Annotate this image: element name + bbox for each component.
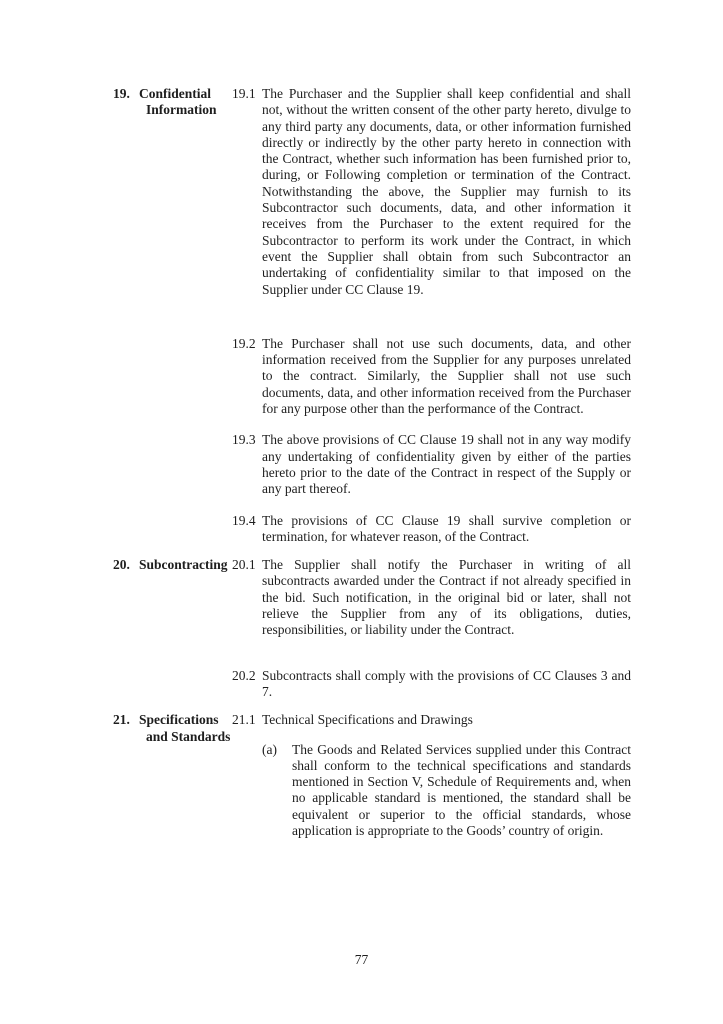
clause-21-label xyxy=(113,712,232,745)
clause-20-subcontracting xyxy=(113,557,631,712)
subclause-19-1-number: 19.1 xyxy=(232,86,256,101)
subclause-19-1-text: The Purchaser and the Supplier shall keep confidential and shall not, without the written consent of the other party hereto, divulge to any third party any documents, data, or other information furnished directly or indirectly by the other party hereto in connection with the Contract, whether such information has been furnished prior to, during, or Following completion or termination of the Contract. Notwithstanding the above, the Supplier may furnish to its Subcontractor such documents, data, and other information it receives from the Purchaser to the extent required for the Subcontractor to perform its work under the Contract, in which event the Supplier shall obtain from such Subcontractor an undertaking of confidentiality similar to that imposed on the Supplier under CC Clause 19. xyxy=(262,86,631,297)
subclause-19-4-number: 19.4 xyxy=(232,512,256,528)
subclause-19-3-number: 19.3 xyxy=(232,432,256,448)
clause-19-label xyxy=(113,86,232,119)
subclause-19-4-body xyxy=(262,513,631,546)
subclause-20-2-body xyxy=(262,668,631,701)
clause-20-number: 20. xyxy=(113,557,130,573)
subclause-20-2-number: 20.2 xyxy=(232,667,256,683)
subclause-20-1 xyxy=(232,557,631,638)
clause-19-title-line1: Confidential xyxy=(139,86,212,101)
clause-19-label-row xyxy=(113,86,232,102)
subclause-19-4-text: The provisions of CC Clause 19 shall survive completion or termination, for whatever reason, of the Contract. xyxy=(262,512,631,544)
clause-21-body xyxy=(232,712,631,854)
subclause-19-1-body xyxy=(262,86,631,298)
subclause-20-2 xyxy=(232,668,631,701)
page-footer xyxy=(0,952,723,968)
subclause-19-2 xyxy=(232,336,631,417)
subclause-21-1-a-marker: (a) xyxy=(262,741,277,757)
subclause-21-1-number: 21.1 xyxy=(232,712,256,728)
subclause-19-2-number: 19.2 xyxy=(232,335,256,351)
subclause-20-1-number: 20.1 xyxy=(232,557,256,573)
subclause-19-2-body xyxy=(262,336,631,417)
clause-20-label xyxy=(113,557,232,573)
subclause-21-1-a-text: The Goods and Related Services supplied under this Contract shall conform to the technical specifications and standards mentioned in Section V, Schedule of Requirements and, when no applicable standard is mentioned, the standard shall be equivalent or superior to the official standards, whose application is appropriate to the Goods’ country of origin. xyxy=(292,741,631,838)
clause-21-label-row xyxy=(113,712,232,728)
clause-20-title-line1: Subcontracting xyxy=(139,557,228,573)
clause-21-title-line2: and Standards xyxy=(146,728,231,744)
subclause-21-1-a xyxy=(262,742,631,840)
clause-19-confidential-information xyxy=(113,86,631,557)
clause-19-title-line2: Information xyxy=(146,102,217,118)
clause-21-title-line1: Specifications xyxy=(139,712,219,728)
subclause-21-1 xyxy=(232,712,631,839)
subclause-19-1 xyxy=(232,86,631,298)
clause-21-number: 21. xyxy=(113,712,130,728)
clause-20-label-row xyxy=(113,557,232,573)
clause-19-number: 19. xyxy=(113,86,130,101)
subclause-19-3-body xyxy=(262,432,631,497)
clause-20-body xyxy=(232,557,631,712)
clause-19-body xyxy=(232,86,631,557)
subclause-20-1-text: The Supplier shall notify the Purchaser in writing of all subcontracts awarded under the Contract if not already specified in the bid. Such notification, in the original bid or later, shall not relieve the Supplier from any of its obligations, duties, responsibilities, or liability under the Contract. xyxy=(262,557,631,638)
clause-21-specifications-standards xyxy=(113,712,631,854)
page-number: 77 xyxy=(354,952,369,967)
subclause-20-1-body xyxy=(262,557,631,638)
subclause-19-2-text: The Purchaser shall not use such documents, data, and other information received from the Supplier for any purposes unrelated to the contract. Similarly, the Supplier shall not use such documents, data, and other information received from the Purchaser for any purpose other than the performance of the Contract. xyxy=(262,335,631,417)
subclause-20-2-text: Subcontracts shall comply with the provisions of CC Clauses 3 and 7. xyxy=(262,667,631,699)
subclause-21-1-body xyxy=(262,712,631,839)
subclause-19-3 xyxy=(232,432,631,497)
subclause-19-4 xyxy=(232,513,631,546)
subclause-21-1-text: Technical Specifications and Drawings xyxy=(262,712,473,728)
contract-clauses-section xyxy=(113,86,631,854)
subclause-19-3-text: The above provisions of CC Clause 19 shall not in any way modify any undertaking of confidentiality given by either of the parties hereto prior to the date of the Contract in respect of the Supply or any part thereof. xyxy=(262,432,631,497)
